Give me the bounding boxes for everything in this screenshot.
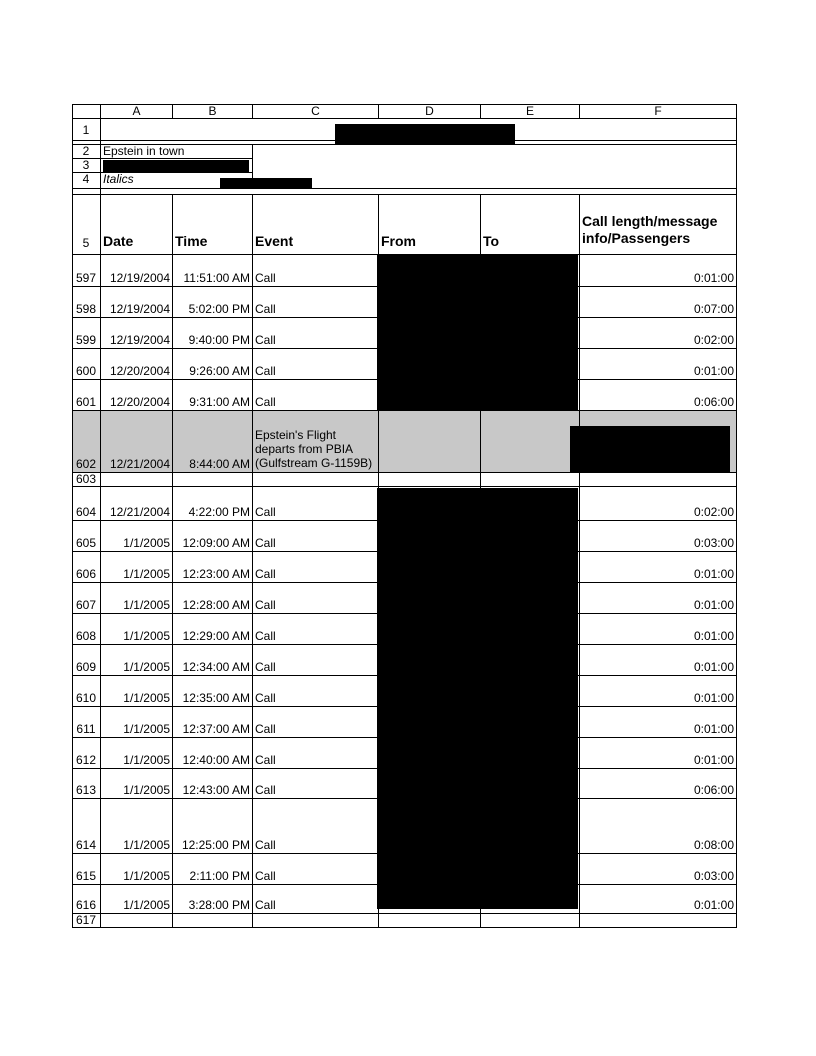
date-cell[interactable]: 1/1/2005 [101, 707, 173, 738]
row-number[interactable]: 5 [72, 195, 101, 255]
event-cell[interactable]: Call [253, 676, 379, 707]
row-number[interactable]: 607 [72, 583, 101, 614]
redaction-block [103, 160, 249, 172]
time-cell[interactable]: 12:29:00 AM [173, 614, 253, 645]
call-length-cell[interactable]: 0:01:00 [580, 349, 737, 380]
time-cell[interactable]: 9:26:00 AM [173, 349, 253, 380]
call-length-cell[interactable]: 0:02:00 [580, 318, 737, 349]
row-number[interactable]: 606 [72, 552, 101, 583]
time-cell[interactable]: 3:28:00 PM [173, 885, 253, 914]
time-cell[interactable]: 12:35:00 AM [173, 676, 253, 707]
column-header-a[interactable]: A [101, 104, 173, 119]
event-line: Epstein's Flight [255, 428, 336, 442]
to-cell[interactable] [481, 914, 580, 928]
header-call-length-line2: info/Passengers [582, 230, 691, 246]
event-cell[interactable]: Call [253, 349, 379, 380]
column-header-c[interactable]: C [253, 104, 379, 119]
call-length-cell[interactable]: 0:06:00 [580, 769, 737, 799]
header-time[interactable]: Time [173, 195, 253, 255]
time-cell[interactable]: 12:28:00 AM [173, 583, 253, 614]
from-cell[interactable] [379, 411, 481, 473]
date-cell[interactable]: 12/21/2004 [101, 411, 173, 473]
time-cell[interactable]: 12:43:00 AM [173, 769, 253, 799]
redaction-block [377, 255, 578, 411]
row-number[interactable]: 616 [72, 885, 101, 914]
event-cell[interactable]: Call [253, 799, 379, 854]
event-cell[interactable] [253, 411, 379, 473]
event-cell[interactable]: Call [253, 885, 379, 914]
row-number[interactable]: 608 [72, 614, 101, 645]
event-cell[interactable]: Call [253, 707, 379, 738]
call-length-cell[interactable]: 0:01:00 [580, 552, 737, 583]
time-cell[interactable]: 5:02:00 PM [173, 287, 253, 318]
event-line: departs from PBIA [255, 442, 354, 456]
date-cell[interactable]: 1/1/2005 [101, 676, 173, 707]
row-number[interactable]: 610 [72, 676, 101, 707]
event-cell[interactable]: Call [253, 255, 379, 287]
time-cell[interactable] [173, 914, 253, 928]
call-length-cell[interactable]: 0:01:00 [580, 645, 737, 676]
call-length-cell[interactable]: 0:01:00 [580, 738, 737, 769]
time-cell[interactable]: 9:40:00 PM [173, 318, 253, 349]
call-length-cell[interactable]: 0:03:00 [580, 854, 737, 885]
call-length-cell[interactable]: 0:03:00 [580, 521, 737, 552]
time-cell[interactable]: 12:23:00 AM [173, 552, 253, 583]
legend-merged-cell[interactable] [253, 145, 737, 189]
call-length-cell[interactable]: 0:01:00 [580, 614, 737, 645]
date-cell[interactable]: 12/20/2004 [101, 349, 173, 380]
time-cell[interactable]: 4:22:00 PM [173, 487, 253, 521]
event-cell[interactable]: Call [253, 380, 379, 411]
time-cell[interactable]: 8:44:00 AM [173, 411, 253, 473]
date-cell[interactable]: 12/19/2004 [101, 318, 173, 349]
row-number[interactable]: 4 [72, 173, 101, 189]
date-cell[interactable]: 1/1/2005 [101, 552, 173, 583]
row-number[interactable]: 602 [72, 411, 101, 473]
event-cell[interactable]: Call [253, 738, 379, 769]
date-cell[interactable]: 1/1/2005 [101, 645, 173, 676]
call-length-cell[interactable]: 0:01:00 [580, 255, 737, 287]
date-cell[interactable]: 1/1/2005 [101, 521, 173, 552]
header-to[interactable]: To [481, 195, 580, 255]
header-call-length[interactable] [580, 195, 737, 255]
event-cell[interactable]: Call [253, 854, 379, 885]
time-cell[interactable]: 11:51:00 AM [173, 255, 253, 287]
redaction-block [570, 426, 730, 472]
row-number[interactable]: 604 [72, 487, 101, 521]
time-cell[interactable]: 9:31:00 AM [173, 380, 253, 411]
row-number[interactable]: 600 [72, 349, 101, 380]
event-line: (Gulfstream G-1159B) [255, 456, 373, 470]
event-cell[interactable]: Call [253, 487, 379, 521]
event-cell[interactable]: Call [253, 552, 379, 583]
redaction-block [377, 488, 578, 909]
call-length-cell[interactable]: 0:07:00 [580, 287, 737, 318]
call-length-cell[interactable]: 0:01:00 [580, 707, 737, 738]
row-number[interactable]: 601 [72, 380, 101, 411]
header-call-length-line1: Call length/message [582, 213, 718, 229]
row-number[interactable]: 2 [72, 145, 101, 159]
time-cell[interactable]: 12:25:00 PM [173, 799, 253, 854]
from-cell[interactable] [379, 914, 481, 928]
date-cell[interactable]: 1/1/2005 [101, 799, 173, 854]
time-cell[interactable]: 12:37:00 AM [173, 707, 253, 738]
date-cell[interactable]: 12/19/2004 [101, 255, 173, 287]
call-length-cell[interactable]: 0:01:00 [580, 583, 737, 614]
from-cell[interactable] [379, 473, 481, 487]
call-length-cell[interactable]: 0:01:00 [580, 676, 737, 707]
row-number[interactable]: 605 [72, 521, 101, 552]
row-number[interactable]: 611 [72, 707, 101, 738]
date-cell[interactable]: 12/20/2004 [101, 380, 173, 411]
event-cell[interactable]: Call [253, 318, 379, 349]
event-cell[interactable]: Call [253, 645, 379, 676]
date-cell[interactable]: 1/1/2005 [101, 769, 173, 799]
date-cell[interactable]: 12/19/2004 [101, 287, 173, 318]
time-cell[interactable]: 12:09:00 AM [173, 521, 253, 552]
header-event[interactable]: Event [253, 195, 379, 255]
spreadsheet [72, 104, 737, 928]
header-date[interactable]: Date [101, 195, 173, 255]
legend-cell[interactable]: Italics [101, 173, 253, 189]
time-cell[interactable]: 2:11:00 PM [173, 854, 253, 885]
event-cell[interactable]: Call [253, 521, 379, 552]
row-number[interactable]: 599 [72, 318, 101, 349]
date-cell[interactable]: 1/1/2005 [101, 738, 173, 769]
corner-cell[interactable] [72, 104, 101, 119]
to-cell[interactable] [481, 473, 580, 487]
to-cell[interactable] [481, 411, 580, 473]
date-cell[interactable]: 1/1/2005 [101, 854, 173, 885]
date-cell[interactable]: 1/1/2005 [101, 885, 173, 914]
event-cell[interactable]: Call [253, 769, 379, 799]
date-cell[interactable]: 1/1/2005 [101, 583, 173, 614]
date-cell[interactable] [101, 473, 173, 487]
call-length-cell[interactable]: 0:01:00 [580, 885, 737, 914]
call-length-cell[interactable] [580, 473, 737, 487]
column-header-b[interactable]: B [173, 104, 253, 119]
call-length-cell[interactable]: 0:02:00 [580, 487, 737, 521]
row-number[interactable]: 609 [72, 645, 101, 676]
event-cell[interactable]: Call [253, 614, 379, 645]
event-cell[interactable]: Call [253, 583, 379, 614]
date-cell[interactable]: 12/21/2004 [101, 487, 173, 521]
call-length-cell[interactable]: 0:08:00 [580, 799, 737, 854]
event-cell[interactable]: Call [253, 287, 379, 318]
legend-cell[interactable]: Epstein in town [101, 145, 253, 159]
column-header-d[interactable]: D [379, 104, 481, 119]
call-length-cell[interactable]: 0:06:00 [580, 380, 737, 411]
row-number[interactable]: 614 [72, 799, 101, 854]
row-number[interactable]: 615 [72, 854, 101, 885]
row-number[interactable]: 617 [72, 914, 101, 928]
row-number[interactable]: 598 [72, 287, 101, 318]
column-header-e[interactable]: E [481, 104, 580, 119]
time-cell[interactable] [173, 473, 253, 487]
column-header-f[interactable]: F [580, 104, 737, 119]
header-from[interactable]: From [379, 195, 481, 255]
date-cell[interactable] [101, 914, 173, 928]
event-cell[interactable] [253, 473, 379, 487]
row-number[interactable]: 603 [72, 473, 101, 487]
call-length-cell[interactable] [580, 914, 737, 928]
event-cell[interactable] [253, 914, 379, 928]
row-number[interactable]: 613 [72, 769, 101, 799]
time-cell[interactable]: 12:40:00 AM [173, 738, 253, 769]
row-number[interactable]: 1 [72, 119, 101, 141]
row-number[interactable]: 597 [72, 255, 101, 287]
time-cell[interactable]: 12:34:00 AM [173, 645, 253, 676]
row-number[interactable]: 612 [72, 738, 101, 769]
date-cell[interactable]: 1/1/2005 [101, 614, 173, 645]
row-number[interactable]: 3 [72, 159, 101, 173]
